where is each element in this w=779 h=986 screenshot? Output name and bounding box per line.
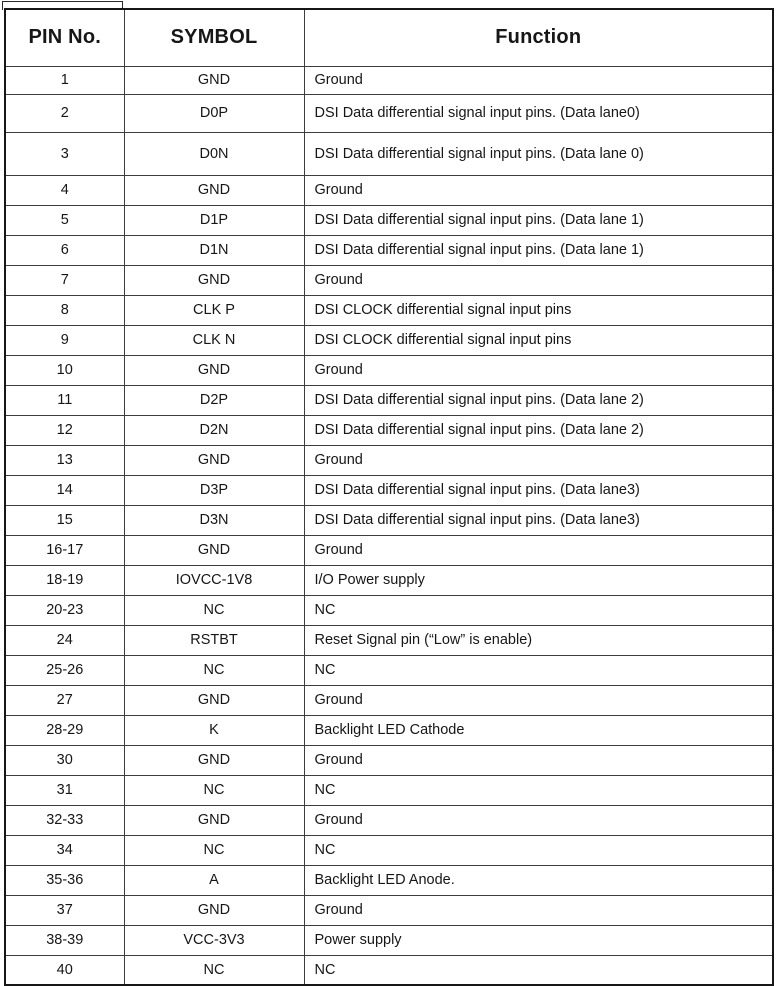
function-cell: DSI Data differential signal input pins. (Data lane 2) <box>304 415 773 445</box>
symbol-cell: GND <box>124 895 304 925</box>
pin-cell: 4 <box>5 175 124 205</box>
pin-cell: 3 <box>5 132 124 175</box>
symbol-cell: GND <box>124 175 304 205</box>
pin-cell: 15 <box>5 505 124 535</box>
function-cell: DSI Data differential signal input pins. (Data lane 2) <box>304 385 773 415</box>
symbol-cell: CLK N <box>124 325 304 355</box>
symbol-cell: NC <box>124 775 304 805</box>
pin-cell: 32-33 <box>5 805 124 835</box>
symbol-cell: D1P <box>124 205 304 235</box>
table-row <box>5 565 773 595</box>
table-row <box>5 775 773 805</box>
symbol-cell: GND <box>124 66 304 94</box>
symbol-cell: D3P <box>124 475 304 505</box>
symbol-cell: K <box>124 715 304 745</box>
function-cell: Ground <box>304 805 773 835</box>
table-row <box>5 265 773 295</box>
symbol-cell: GND <box>124 355 304 385</box>
table-row <box>5 385 773 415</box>
symbol-cell: GND <box>124 685 304 715</box>
pin-cell: 7 <box>5 265 124 295</box>
function-cell: I/O Power supply <box>304 565 773 595</box>
table-row <box>5 925 773 955</box>
table-row <box>5 745 773 775</box>
table-row <box>5 66 773 94</box>
table-header <box>5 9 773 66</box>
function-cell: Ground <box>304 895 773 925</box>
function-cell: DSI Data differential signal input pins. (Data lane3) <box>304 505 773 535</box>
table-row <box>5 325 773 355</box>
pin-cell: 25-26 <box>5 655 124 685</box>
symbol-cell: NC <box>124 835 304 865</box>
symbol-cell: D1N <box>124 235 304 265</box>
table-row <box>5 595 773 625</box>
symbol-cell: D0P <box>124 94 304 132</box>
table-row <box>5 805 773 835</box>
table-row <box>5 445 773 475</box>
pin-cell: 11 <box>5 385 124 415</box>
column-header-pin: PIN No. <box>5 9 124 66</box>
pin-cell: 9 <box>5 325 124 355</box>
function-cell: Ground <box>304 745 773 775</box>
table-row <box>5 535 773 565</box>
function-cell: DSI Data differential signal input pins. (Data lane 1) <box>304 235 773 265</box>
symbol-cell: GND <box>124 445 304 475</box>
pin-table-body <box>5 66 773 985</box>
pin-cell: 27 <box>5 685 124 715</box>
symbol-cell: NC <box>124 955 304 985</box>
pin-cell: 1 <box>5 66 124 94</box>
symbol-cell: GND <box>124 745 304 775</box>
pin-cell: 35-36 <box>5 865 124 895</box>
function-cell: DSI Data differential signal input pins. (Data lane0) <box>304 94 773 132</box>
symbol-cell: NC <box>124 595 304 625</box>
table-row <box>5 295 773 325</box>
pin-cell: 24 <box>5 625 124 655</box>
table-row <box>5 505 773 535</box>
function-cell: DSI Data differential signal input pins. (Data lane 1) <box>304 205 773 235</box>
function-cell: Ground <box>304 175 773 205</box>
pin-cell: 30 <box>5 745 124 775</box>
table-row <box>5 655 773 685</box>
function-cell: Power supply <box>304 925 773 955</box>
symbol-cell: NC <box>124 655 304 685</box>
pin-cell: 31 <box>5 775 124 805</box>
table-row <box>5 865 773 895</box>
table-row <box>5 132 773 175</box>
pin-cell: 18-19 <box>5 565 124 595</box>
table-row <box>5 625 773 655</box>
pin-cell: 16-17 <box>5 535 124 565</box>
pin-cell: 5 <box>5 205 124 235</box>
symbol-cell: GND <box>124 535 304 565</box>
function-cell: NC <box>304 595 773 625</box>
table-row <box>5 415 773 445</box>
column-header-symbol: SYMBOL <box>124 9 304 66</box>
function-cell: Reset Signal pin (“Low” is enable) <box>304 625 773 655</box>
symbol-cell: IOVCC-1V8 <box>124 565 304 595</box>
pin-cell: 13 <box>5 445 124 475</box>
table-row <box>5 175 773 205</box>
symbol-cell: D2P <box>124 385 304 415</box>
function-cell: Ground <box>304 355 773 385</box>
symbol-cell: GND <box>124 265 304 295</box>
symbol-cell: GND <box>124 805 304 835</box>
pin-cell: 12 <box>5 415 124 445</box>
table-row <box>5 94 773 132</box>
function-cell: NC <box>304 955 773 985</box>
table-row <box>5 235 773 265</box>
function-cell: NC <box>304 655 773 685</box>
function-cell: Ground <box>304 66 773 94</box>
function-cell: Backlight LED Anode. <box>304 865 773 895</box>
function-cell: DSI Data differential signal input pins. (Data lane3) <box>304 475 773 505</box>
pin-cell: 38-39 <box>5 925 124 955</box>
pin-cell: 14 <box>5 475 124 505</box>
table-row <box>5 685 773 715</box>
pin-cell: 8 <box>5 295 124 325</box>
table-row <box>5 715 773 745</box>
column-header-function: Function <box>304 9 773 66</box>
function-cell: Ground <box>304 535 773 565</box>
symbol-cell: VCC-3V3 <box>124 925 304 955</box>
function-cell: DSI Data differential signal input pins. (Data lane 0) <box>304 132 773 175</box>
symbol-cell: D0N <box>124 132 304 175</box>
function-cell: NC <box>304 775 773 805</box>
function-cell: DSI CLOCK differential signal input pins <box>304 295 773 325</box>
pin-cell: 20-23 <box>5 595 124 625</box>
function-cell: DSI CLOCK differential signal input pins <box>304 325 773 355</box>
table-row <box>5 835 773 865</box>
pin-function-table <box>4 8 774 986</box>
pin-cell: 28-29 <box>5 715 124 745</box>
pin-cell: 40 <box>5 955 124 985</box>
pin-cell: 10 <box>5 355 124 385</box>
function-cell: Backlight LED Cathode <box>304 715 773 745</box>
symbol-cell: D2N <box>124 415 304 445</box>
table-row <box>5 895 773 925</box>
function-cell: NC <box>304 835 773 865</box>
function-cell: Ground <box>304 265 773 295</box>
table-row <box>5 355 773 385</box>
symbol-cell: A <box>124 865 304 895</box>
pin-cell: 34 <box>5 835 124 865</box>
symbol-cell: D3N <box>124 505 304 535</box>
symbol-cell: CLK P <box>124 295 304 325</box>
symbol-cell: RSTBT <box>124 625 304 655</box>
function-cell: Ground <box>304 445 773 475</box>
pin-cell: 37 <box>5 895 124 925</box>
pin-cell: 6 <box>5 235 124 265</box>
header-row <box>5 9 773 66</box>
function-cell: Ground <box>304 685 773 715</box>
pin-cell: 2 <box>5 94 124 132</box>
table-row <box>5 475 773 505</box>
table-row <box>5 955 773 985</box>
table-row <box>5 205 773 235</box>
